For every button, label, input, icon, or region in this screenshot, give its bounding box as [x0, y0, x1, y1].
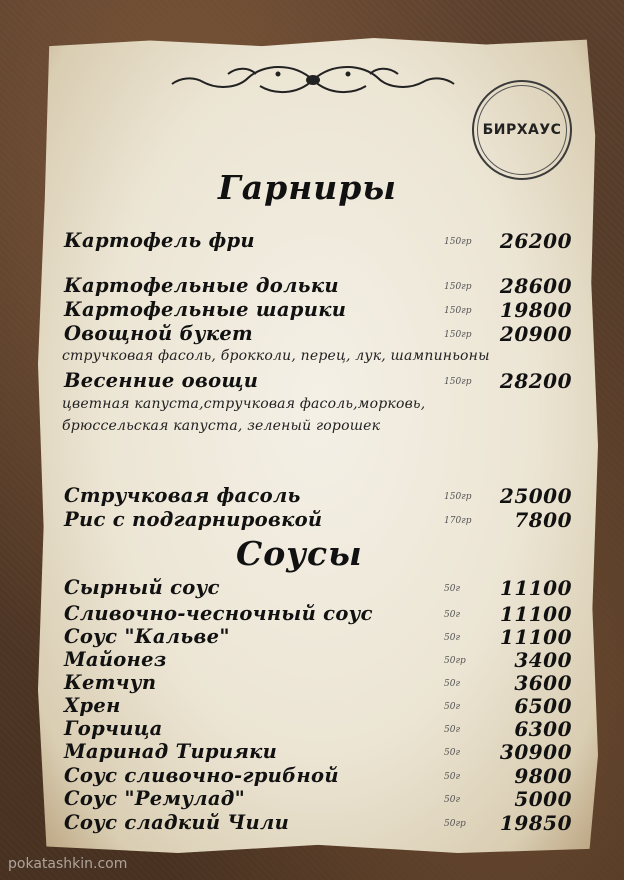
item-name: Картофельные дольки — [64, 274, 339, 297]
menu-item — [64, 694, 572, 718]
item-price: 3600 — [514, 671, 572, 695]
item-weight: 170гр — [444, 516, 472, 526]
item-weight: 50г — [444, 633, 461, 643]
brand-logo — [472, 80, 572, 180]
menu-item — [64, 298, 572, 322]
item-price: 11100 — [499, 576, 572, 600]
item-price: 30900 — [499, 740, 572, 764]
menu-item — [64, 671, 572, 695]
item-name: Соус "Кальве" — [64, 625, 230, 648]
item-weight: 150гр — [444, 377, 472, 387]
item-name: Стручковая фасоль — [64, 484, 301, 507]
section-title-garnish: Гарниры — [218, 168, 397, 207]
item-description: брюссельская капуста, зеленый горошек — [62, 418, 381, 434]
item-weight: 150гр — [444, 330, 472, 340]
menu-item — [64, 811, 572, 835]
item-name: Маринад Тирияки — [64, 740, 278, 763]
brand-logo-text: БИРХАУС — [477, 85, 567, 175]
menu-item — [64, 764, 572, 788]
watermark: pokatashkin.com — [8, 856, 128, 872]
item-weight: 50г — [444, 772, 461, 782]
item-price: 7800 — [514, 508, 572, 532]
item-name: Картофельные шарики — [64, 298, 347, 321]
item-weight: 50гр — [444, 656, 466, 666]
item-weight: 50г — [444, 795, 461, 805]
item-description: цветная капуста,стручковая фасоль,морковь, — [62, 396, 426, 412]
item-price: 3400 — [514, 648, 572, 672]
menu-item — [64, 648, 572, 672]
item-weight: 150гр — [444, 237, 472, 247]
item-name: Весенние овощи — [64, 369, 259, 392]
item-price: 5000 — [514, 787, 572, 811]
menu-item — [64, 787, 572, 811]
item-weight: 150гр — [444, 306, 472, 316]
item-price: 11100 — [499, 602, 572, 626]
item-price: 19800 — [499, 298, 572, 322]
menu-item — [64, 274, 572, 298]
item-price: 11100 — [499, 625, 572, 649]
menu-item — [64, 322, 572, 346]
menu-item — [64, 484, 572, 508]
item-weight: 50г — [444, 725, 461, 735]
item-weight: 150гр — [444, 492, 472, 502]
item-name: Кетчуп — [64, 671, 157, 694]
menu-item — [64, 229, 572, 253]
item-name: Хрен — [64, 694, 121, 717]
item-price: 9800 — [514, 764, 572, 788]
item-price: 6300 — [514, 717, 572, 741]
ornament-divider-icon — [168, 60, 458, 100]
item-weight: 50г — [444, 748, 461, 758]
item-name: Овощной букет — [64, 322, 253, 345]
item-weight: 50г — [444, 610, 461, 620]
item-price: 25000 — [499, 484, 572, 508]
item-price: 26200 — [499, 229, 572, 253]
item-price: 19850 — [499, 811, 572, 835]
item-price: 28600 — [499, 274, 572, 298]
item-name: Рис с подгарнировкой — [64, 508, 323, 531]
item-price: 28200 — [499, 369, 572, 393]
item-description: стручковая фасоль, брокколи, перец, лук, шампиньоны — [62, 348, 490, 364]
item-price: 6500 — [514, 694, 572, 718]
item-name: Сырный соус — [64, 576, 220, 599]
menu-item — [64, 508, 572, 532]
menu-item — [64, 369, 572, 393]
item-name: Соус "Ремулад" — [64, 787, 246, 810]
menu-item — [64, 625, 572, 649]
item-weight: 50г — [444, 679, 461, 689]
item-name: Горчица — [64, 717, 163, 740]
item-name: Сливочно-чесночный соус — [64, 602, 373, 625]
item-weight: 50г — [444, 584, 461, 594]
item-price: 20900 — [499, 322, 572, 346]
menu-item — [64, 740, 572, 764]
item-name: Картофель фри — [64, 229, 255, 252]
menu-item — [64, 602, 572, 626]
menu-item — [64, 576, 572, 600]
menu-item — [64, 717, 572, 741]
item-weight: 50гр — [444, 819, 466, 829]
item-weight: 50г — [444, 702, 461, 712]
item-name: Соус сладкий Чили — [64, 811, 290, 834]
section-title-sauces: Соусы — [236, 534, 363, 573]
item-name: Майонез — [64, 648, 167, 671]
item-name: Соус сливочно-грибной — [64, 764, 339, 787]
item-weight: 150гр — [444, 282, 472, 292]
